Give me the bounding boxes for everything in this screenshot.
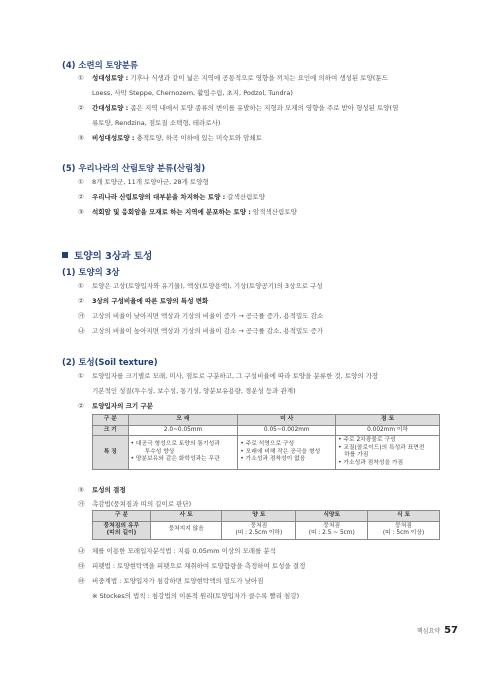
table-row <box>93 521 440 539</box>
sub-list-item: ㉯ 고상의 비율이 높아지면 액상과 기상의 비율이 감소 → 공극률 감소, 용적밀도 증가 <box>78 327 324 335</box>
table-header-cell: 사 토 <box>150 511 222 522</box>
sub-list-item: ㉯ 체를 이용한 모래입자분석법 : 지름 0.05mm 이상의 모래를 분석 <box>78 547 276 555</box>
list-item: ① 토양은 고상(토양입자와 유기물), 액상(토양용액), 기상(토양공기)의 3상으로 구성 <box>78 282 323 290</box>
list-item-continuation: 류토양, Rendzina, 점토질 소택형, 테라로사) <box>92 119 221 127</box>
sub-list-item: ㉰ 피펫법 : 토양현탁액을 피펫으로 채취하여 토양함량을 측정하여 토성을 결정 <box>78 562 306 570</box>
table-header-cell: 양 토 <box>222 511 296 522</box>
table-cell: 뭉쳐짐 (띠 : 2.5cm 이하) <box>222 521 296 539</box>
table-cell: • 대공극 형성으로 토양의 통기성과 투수성 향상 • 양분보유와 같은 화학성과는 무관 <box>128 436 238 469</box>
table-header-cell: 구 분 <box>93 511 151 522</box>
list-item: ① 8개 토양군, 11개 토양아군, 28개 토양형 <box>78 178 209 186</box>
section-heading-forest-soil: (5) 우리나라의 산림토양 분류(산림청) <box>62 163 206 173</box>
footer-label: 핵심요약 <box>416 628 441 635</box>
particle-size-table <box>92 414 440 470</box>
section-heading-soviet-classification: (4) 소련의 토양분류 <box>62 60 138 70</box>
list-item: ③ 토성의 결정 <box>78 486 126 494</box>
table-cell: 0.05~0.002mm <box>238 425 336 436</box>
table-header-cell: 미 사 <box>238 415 336 426</box>
page-number: 57 <box>444 625 458 636</box>
table-header-cell: 모 래 <box>128 415 238 426</box>
table-cell: 뭉쳐짐 (띠 : 5cm 이상) <box>368 521 440 539</box>
table-cell: 0.002mm 이하 <box>336 425 440 436</box>
table-header-cell: 구 분 <box>93 415 129 426</box>
sub-list-item: ㉮ 촉감법(뭉쳐짐과 띠의 길이로 판단) <box>78 500 192 508</box>
list-item: ② 우리나라 산림토양의 대부분을 차지하는 토양 : 갈색산림토양 <box>78 193 265 201</box>
table-header-cell: 식양토 <box>296 511 368 522</box>
table-header-row <box>93 415 440 426</box>
page-footer <box>417 620 458 639</box>
table-cell: • 주로 2차광물로 구성 • 교질(콜로이드)의 특성과 표면전 하를 가짐 • 가소성과 점착성을 가짐 <box>336 436 440 469</box>
table-cell: 뭉쳐지지 않음 <box>150 521 222 539</box>
table-cell: 뭉쳐짐 (띠 : 2.5 ~ 5cm) <box>296 521 368 539</box>
list-item-continuation: 기본적인 성질(투수성, 보수성, 통기성, 양분보유용량, 경운성 등과 관계) <box>92 387 296 395</box>
row-label: 뭉쳐짐의 유무 (띠의 길이) <box>93 521 151 539</box>
list-item: ② 토양입자의 크기 구분 <box>78 402 154 410</box>
row-label: 특 징 <box>93 436 129 469</box>
section-heading-soil-texture: (2) 토성(Soil texture) <box>62 357 158 367</box>
table-row <box>93 425 440 436</box>
table-header-row <box>93 511 440 522</box>
list-item: ③ 석회암 및 응회암을 모재로 하는 지역에 분포하는 토양 : 암적색산림토양 <box>78 208 297 216</box>
sub-list-item: ㉱ 비중계법 : 토양입자가 침강하면 토양현탁액의 밀도가 낮아짐 <box>78 577 264 585</box>
list-item-continuation: Loess, 사막 Steppe, Chernozem, 활엽수림, 초지, Podzol, Tundra) <box>92 89 293 97</box>
sub-list-item: ㉮ 고상의 비율이 낮아지면 액상과 기상의 비율이 증가 → 공극률 증가, 용적밀도 감소 <box>78 312 324 320</box>
feel-method-table <box>92 510 440 540</box>
chapter-heading: 토양의 3상과 토성 <box>62 248 152 262</box>
list-item: ① 성대성토양 : 기후나 식생과 같이 넓은 지역에 공통적으로 영향을 끼치는 요인에 의하여 생성된 토양(툰드 <box>78 74 388 82</box>
list-item: ③ 비성대성토양 : 충적토양, 하곡 이하에 있는 미숙토와 암쇄토 <box>78 134 263 142</box>
section-heading-three-phases: (1) 토양의 3상 <box>62 267 120 277</box>
list-item: ② 3상의 구성비율에 따른 토양의 특성 변화 <box>78 297 209 305</box>
note: ※ Stockes의 법칙 : 침강법의 이론적 원리(토양입자가 클수록 빨리 침강) <box>92 592 300 600</box>
table-cell: 2.0~0.05mm <box>128 425 238 436</box>
row-label: 크 기 <box>93 425 129 436</box>
list-item: ① 토양입자를 크기별로 모래, 미사, 점토로 구분하고, 그 구성비율에 따라 토양을 분류한 것, 토양의 가장 <box>78 372 379 380</box>
list-item: ② 간대성토양 : 좁은 지역 내에서 토양 종류의 변이를 유발하는 지형과 모재의 영향을 주로 받아 형성된 토양(염 <box>78 104 399 112</box>
table-header-cell: 식 토 <box>368 511 440 522</box>
table-row <box>93 436 440 469</box>
square-bullet-icon <box>62 252 68 258</box>
table-header-cell: 점 토 <box>336 415 440 426</box>
table-cell: • 주로 석영으로 구성 • 모래에 비해 작은 공극을 형성 • 가소성과 점착성이 없음 <box>238 436 336 469</box>
